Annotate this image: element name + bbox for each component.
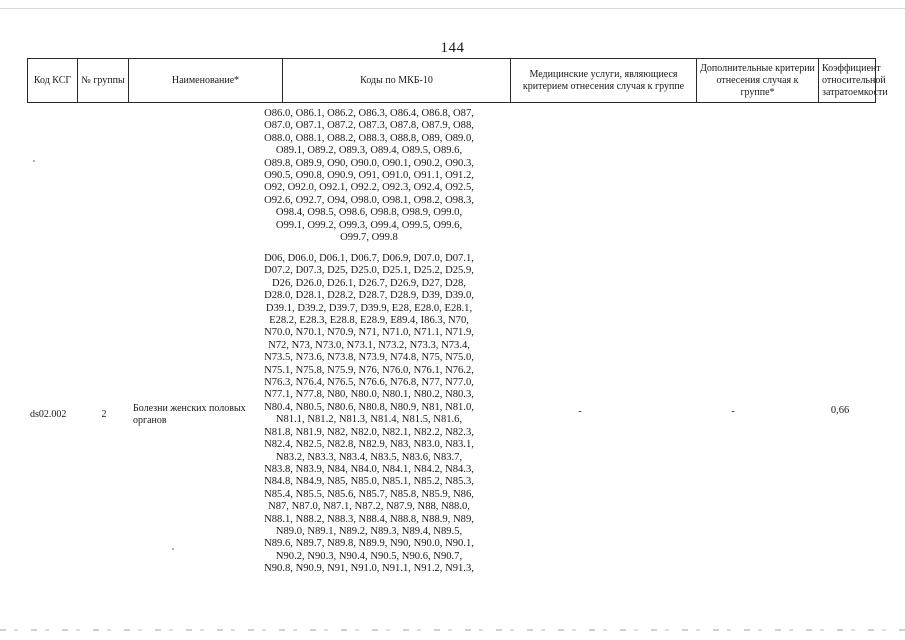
code-line: N75.1, N75.8, N75.9, N76, N76.0, N76.1, N76.2, [264, 364, 474, 376]
header-ksg-code: Код КСГ [28, 59, 78, 103]
group-number-cell: 2 [101, 409, 107, 420]
code-line: N89.6, N89.7, N89.8, N89.9, N90, N90.0, N90.1, [264, 538, 474, 550]
code-line: E28.2, E28.3, E28.8, E28.9, E89.4, I86.3, N70, [269, 315, 469, 327]
code-line: O88.0, O88.1, O88.2, O88.3, O88.8, O89, O89.0, [264, 132, 474, 144]
row-codes-block [255, 253, 483, 576]
header-group-number: № группы [78, 59, 129, 103]
additional-criteria-cell: - [731, 406, 735, 417]
table-header-row [28, 59, 876, 103]
code-line: D39.1, D39.2, D39.7, D39.9, E28, E28.0, E28.1, [265, 302, 473, 314]
code-line: N85.4, N85.5, N85.6, N85.7, N85.8, N85.9, N86, [264, 488, 474, 500]
code-line: N76.3, N76.4, N76.5, N76.6, N76.8, N77, N77.0, [264, 377, 474, 389]
code-line: N90.2, N90.3, N90.4, N90.5, N90.6, N90.7, [275, 550, 463, 562]
group-name-cell: Болезни женских половых органов [133, 403, 246, 426]
page-number: 144 [440, 40, 465, 56]
header-medical-services: Медицинские услуги, являющиеся критерием отнесения случая к группе [511, 59, 697, 103]
header-name: Наименование* [129, 59, 283, 103]
code-line: O98.4, O98.5, O98.6, O98.8, O98.9, O99.0, [275, 207, 463, 219]
code-line: O99.7, O99.8 [340, 232, 398, 244]
code-line: O99.1, O99.2, O99.3, O99.4, O99.5, O99.6, [275, 219, 463, 231]
code-line: N81.1, N81.2, N81.3, N81.4, N81.5, N81.6, [275, 414, 463, 426]
code-line: O92.6, O92.7, O94, O98.0, O98.1, O98.2, O98.3, [264, 194, 474, 206]
ksg-code-cell: ds02.002 [30, 409, 67, 420]
code-line: N84.8, N84.9, N85, N85.0, N85.1, N85.2, N85.3, [264, 476, 474, 488]
code-line: N81.8, N81.9, N82, N82.0, N82.1, N82.2, N82.3, [264, 426, 474, 438]
code-line: N77.1, N77.8, N80, N80.0, N80.1, N80.2, N80.3, [264, 389, 474, 401]
scan-edge-line [0, 8, 905, 9]
code-line: N72, N73, N73.0, N73.1, N73.2, N73.3, N73.4, [268, 339, 470, 351]
scan-speck [33, 160, 35, 162]
header-mkb-codes: Коды по МКБ-10 [283, 59, 511, 103]
code-line: N90.8, N90.9, N91, N91.0, N91.1, N91.2, N91.3, [264, 563, 474, 575]
code-line: N73.5, N73.6, N73.8, N73.9, N74.8, N75, N75.0, [264, 352, 474, 364]
code-line: O89.8, O89.9, O90, O90.0, O90.1, O90.2, O90.3, [264, 157, 474, 169]
code-line: N87, N87.0, N87.1, N87.2, N87.9, N88, N88.0, [268, 501, 470, 513]
header-coefficient: Коэффициент относительной затратоемкости [819, 59, 876, 103]
code-line: O87.0, O87.1, O87.2, O87.3, O87.8, O87.9, O88, [264, 120, 474, 132]
code-line: D07.2, D07.3, D25, D25.0, D25.1, D25.2, D25.9, [264, 265, 474, 277]
code-line: N88.1, N88.2, N88.3, N88.4, N88.8, N88.9, N89, [264, 513, 474, 525]
code-line: N83.2, N83.3, N83.4, N83.5, N83.6, N83.7, [275, 451, 463, 463]
code-line: O89.1, O89.2, O89.3, O89.4, O89.5, O89.6, [275, 145, 463, 157]
code-line: D26, D26.0, D26.1, D26.7, D26.9, D27, D28, [272, 277, 466, 289]
code-line: O92, O92.0, O92.1, O92.2, O92.3, O92.4, O92.5, [264, 182, 474, 194]
scan-speck [172, 548, 174, 550]
scan-bottom-noise [0, 629, 905, 631]
code-line: N82.4, N82.5, N82.8, N82.9, N83, N83.0, N83.1, [264, 439, 474, 451]
medical-services-cell: - [578, 406, 582, 417]
code-line: D28.0, D28.1, D28.2, D28.7, D28.9, D39, D39.0, [264, 290, 474, 302]
continued-codes-block [255, 108, 483, 244]
code-line: N70.0, N70.1, N70.9, N71, N71.0, N71.1, N71.9, [264, 327, 474, 339]
code-line: O86.0, O86.1, O86.2, O86.3, O86.4, O86.8, O87, [264, 108, 474, 119]
code-line: D06, D06.0, D06.1, D06.7, D06.9, D07.0, D07.1, [264, 253, 474, 264]
ksg-table [27, 58, 888, 103]
code-line: N83.8, N83.9, N84, N84.0, N84.1, N84.2, N84.3, [264, 463, 474, 475]
code-line: N80.4, N80.5, N80.6, N80.8, N80.9, N81, N81.0, [264, 401, 474, 413]
code-line: N89.0, N89.1, N89.2, N89.3, N89.4, N89.5, [275, 525, 463, 537]
coefficient-cell: 0,66 [830, 405, 850, 416]
header-additional-criteria: Дополнительные критерии отнесения случая к группе* [697, 59, 819, 103]
code-line: O90.5, O90.8, O90.9, O91, O91.0, O91.1, O91.2, [264, 170, 474, 182]
